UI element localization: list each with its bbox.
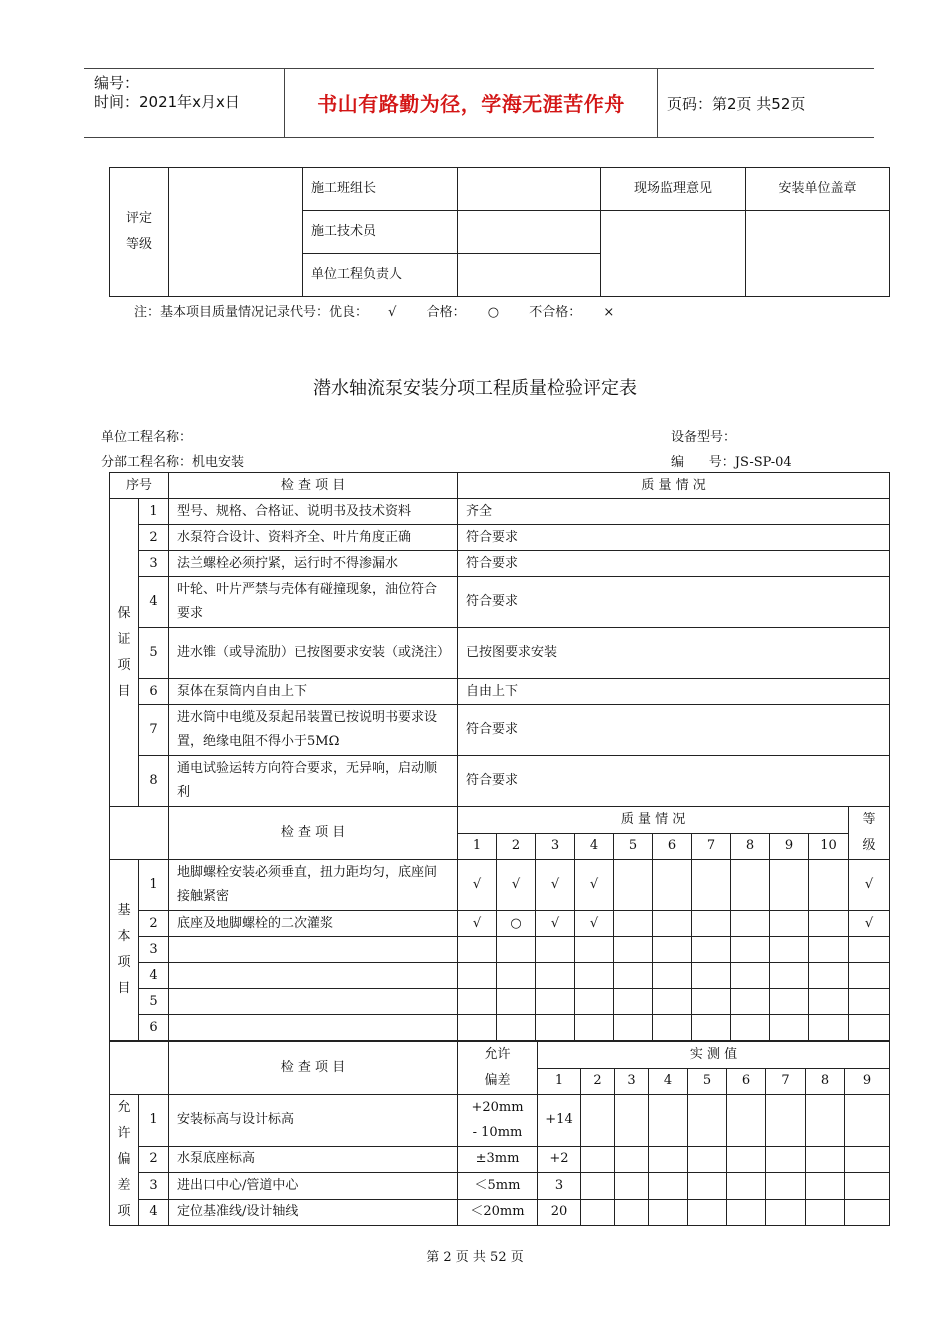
guarantee-item: 水泵符合设计、资料齐全、叶片角度正确 (169, 525, 458, 551)
basic-mark (536, 1015, 575, 1041)
form-title: 潜水轴流泵安装分项工程质量检验评定表 (313, 378, 637, 399)
deviation-no: 4 (139, 1199, 169, 1225)
page-label: 页码：第2页 共52页 (667, 95, 806, 113)
basic-mark (536, 963, 575, 989)
basic-mark: √ (458, 911, 497, 937)
deviation-value (845, 1146, 890, 1172)
basic-mark (536, 989, 575, 1015)
basic-mark: √ (575, 860, 614, 911)
basic-mark (653, 1015, 692, 1041)
deviation-value (649, 1095, 688, 1147)
basic-no: 4 (139, 963, 169, 989)
basic-col: 5 (614, 833, 653, 860)
guarantee-no: 7 (139, 705, 169, 756)
deviation-value (766, 1173, 806, 1199)
basic-mark (692, 937, 731, 963)
basic-mark (692, 989, 731, 1015)
measured-col: 2 (581, 1068, 615, 1095)
measured-col: 9 (845, 1068, 890, 1095)
time-label: 时间：2021年x月x日 (94, 93, 240, 111)
basic-mark: ○ (497, 911, 536, 937)
deviation-item: 进出口中心/管道中心 (169, 1173, 458, 1199)
deviation-item: 水泵底座标高 (169, 1146, 458, 1172)
rating-label: 评定等级 (110, 168, 169, 297)
basic-mark (731, 911, 770, 937)
basic-mark (497, 963, 536, 989)
deviation-value (766, 1146, 806, 1172)
deviation-value (615, 1173, 649, 1199)
deviation-value (806, 1095, 845, 1147)
basic-mark (458, 1015, 497, 1041)
guarantee-no: 8 (139, 756, 169, 807)
deviation-item-header: 检 查 项 目 (169, 1042, 458, 1095)
deviation-header-blank (110, 1042, 169, 1095)
basic-col: 1 (458, 833, 497, 860)
basic-mark (809, 1015, 849, 1041)
deviation-value (688, 1146, 727, 1172)
deviation-value (727, 1173, 766, 1199)
basic-no: 5 (139, 989, 169, 1015)
page-footer: 第 2 页 共 52 页 (426, 1250, 524, 1265)
basic-item (169, 1015, 458, 1041)
basic-col: 7 (692, 833, 731, 860)
basic-mark (770, 1015, 809, 1041)
basic-mark (575, 937, 614, 963)
guarantee-item: 泵体在泵筒内自由上下 (169, 679, 458, 705)
basic-col: 9 (770, 833, 809, 860)
guarantee-no: 1 (139, 499, 169, 525)
sub-project-label: 分部工程名称：机电安装 (101, 455, 245, 470)
basic-mark (614, 1015, 653, 1041)
pass-label: 合格： (426, 305, 466, 320)
basic-mark: √ (536, 860, 575, 911)
deviation-value: 3 (538, 1173, 581, 1199)
basic-no: 2 (139, 911, 169, 937)
basic-mark (458, 937, 497, 963)
page-header (84, 68, 874, 138)
guarantee-item: 型号、规格、合格证、说明书及技术资料 (169, 499, 458, 525)
deviation-value (615, 1146, 649, 1172)
basic-header-blank (110, 807, 169, 860)
rating-value (169, 168, 303, 297)
deviation-table (109, 1041, 890, 1226)
measured-col: 7 (766, 1068, 806, 1095)
guarantee-status: 符合要求 (458, 756, 890, 807)
basic-mark (497, 937, 536, 963)
basic-mark (614, 860, 653, 911)
basic-grade (849, 937, 890, 963)
number-label: 编号： (94, 74, 140, 92)
role-technician-sign (458, 211, 601, 254)
basic-no: 3 (139, 937, 169, 963)
deviation-label: 允许偏差项 (110, 1095, 139, 1226)
basic-mark (653, 989, 692, 1015)
basic-item: 地脚螺栓安装必须垂直，扭力距均匀，底座间接触紧密 (169, 860, 458, 911)
inspection-table (109, 472, 890, 1041)
deviation-value (649, 1146, 688, 1172)
deviation-value (688, 1173, 727, 1199)
basic-mark (692, 1015, 731, 1041)
rating-table (109, 167, 890, 297)
role-team-leader-sign (458, 168, 601, 211)
measured-col: 6 (727, 1068, 766, 1095)
guarantee-status: 自由上下 (458, 679, 890, 705)
deviation-value (688, 1199, 727, 1225)
deviation-value: +2 (538, 1146, 581, 1172)
basic-mark (575, 989, 614, 1015)
basic-col: 10 (809, 833, 849, 860)
deviation-allow: ±3mm (458, 1146, 538, 1172)
guarantee-item: 进水锥（或导流肋）已按图要求安装（或浇注） (169, 628, 458, 679)
basic-item: 底座及地脚螺栓的二次灌浆 (169, 911, 458, 937)
deviation-value: +14 (538, 1095, 581, 1147)
equipment-model-label: 设备型号： (671, 430, 737, 445)
deviation-value (766, 1199, 806, 1225)
role-team-leader: 施工班组长 (303, 168, 458, 211)
basic-mark (653, 963, 692, 989)
basic-mark (536, 937, 575, 963)
legend-note (134, 301, 614, 320)
basic-mark (809, 989, 849, 1015)
basic-mark (653, 911, 692, 937)
guarantee-item: 通电试验运转方向符合要求，无异响，启动顺利 (169, 756, 458, 807)
header-info (84, 69, 285, 137)
deviation-value (727, 1199, 766, 1225)
deviation-value (581, 1173, 615, 1199)
guarantee-status: 符合要求 (458, 525, 890, 551)
deviation-item: 定位基准线/设计轴线 (169, 1199, 458, 1225)
role-project-lead-sign (458, 254, 601, 297)
basic-mark (770, 937, 809, 963)
basic-mark (458, 963, 497, 989)
basic-grade (849, 1015, 890, 1041)
basic-mark: √ (497, 860, 536, 911)
guarantee-no: 5 (139, 628, 169, 679)
basic-col: 3 (536, 833, 575, 860)
deviation-value (806, 1146, 845, 1172)
basic-item (169, 963, 458, 989)
role-project-lead: 单位工程负责人 (303, 254, 458, 297)
deviation-value (688, 1095, 727, 1147)
basic-mark (497, 989, 536, 1015)
good-mark: √ (388, 305, 397, 320)
guarantee-item: 法兰螺栓必须拧紧，运行时不得渗漏水 (169, 551, 458, 577)
quality-header: 质 量 情 况 (458, 473, 890, 499)
measured-col: 8 (806, 1068, 845, 1095)
basic-mark (731, 963, 770, 989)
item-header: 检 查 项 目 (169, 473, 458, 499)
basic-col: 4 (575, 833, 614, 860)
fail-mark: × (603, 305, 615, 320)
guarantee-no: 6 (139, 679, 169, 705)
deviation-value (649, 1173, 688, 1199)
guarantee-status: 符合要求 (458, 577, 890, 628)
deviation-value (845, 1095, 890, 1147)
guarantee-item: 进水筒中电缆及泵起吊装置已按说明书要求设置，绝缘电阻不得小于5MΩ (169, 705, 458, 756)
measured-col: 3 (615, 1068, 649, 1095)
guarantee-no: 4 (139, 577, 169, 628)
basic-grade: √ (849, 860, 890, 911)
deviation-value (727, 1095, 766, 1147)
guarantee-label: 保证项目 (110, 499, 139, 807)
deviation-value (845, 1199, 890, 1225)
basic-mark: √ (575, 911, 614, 937)
basic-mark (731, 937, 770, 963)
basic-mark (809, 963, 849, 989)
basic-col: 2 (497, 833, 536, 860)
deviation-allow: ＜5mm (458, 1173, 538, 1199)
basic-item-header: 检 查 项 目 (169, 807, 458, 860)
stamp-header: 安装单位盖章 (746, 168, 890, 211)
deviation-value (615, 1199, 649, 1225)
deviation-value (766, 1095, 806, 1147)
guarantee-status: 齐全 (458, 499, 890, 525)
deviation-value: 20 (538, 1199, 581, 1225)
motto: 书山有路勤为径，学海无涯苦作舟 (285, 69, 658, 137)
fail-label: 不合格： (529, 305, 582, 320)
guarantee-no: 2 (139, 525, 169, 551)
guarantee-status: 已按图要求安装 (458, 628, 890, 679)
basic-grade: √ (849, 911, 890, 937)
deviation-allow: ＜20mm (458, 1199, 538, 1225)
basic-mark (614, 989, 653, 1015)
deviation-allow: +20mm - 10mm (458, 1095, 538, 1147)
basic-mark (575, 963, 614, 989)
guarantee-item: 叶轮、叶片严禁与壳体有碰撞现象，油位符合要求 (169, 577, 458, 628)
form-code: 编 号：JS-SP-04 (671, 455, 792, 470)
deviation-no: 2 (139, 1146, 169, 1172)
basic-mark (653, 937, 692, 963)
deviation-value (806, 1173, 845, 1199)
role-technician: 施工技术员 (303, 211, 458, 254)
basic-mark (770, 963, 809, 989)
basic-grade (849, 963, 890, 989)
basic-no: 1 (139, 860, 169, 911)
deviation-no: 1 (139, 1095, 169, 1147)
basic-mark (614, 911, 653, 937)
deviation-value (727, 1146, 766, 1172)
stamp-value (746, 211, 890, 297)
seq-header: 序号 (110, 473, 169, 499)
basic-no: 6 (139, 1015, 169, 1041)
basic-mark (614, 963, 653, 989)
basic-grade (849, 989, 890, 1015)
supervision-header: 现场监理意见 (601, 168, 746, 211)
basic-item (169, 937, 458, 963)
supervision-value (601, 211, 746, 297)
basic-mark (731, 1015, 770, 1041)
allow-header: 允许偏差 (458, 1042, 538, 1095)
measured-col: 5 (688, 1068, 727, 1095)
basic-quality-header: 质 量 情 况 (458, 807, 849, 834)
pass-mark: ○ (487, 305, 500, 320)
note-text: 注：基本项目质量情况记录代号：优良： (134, 305, 369, 320)
basic-mark (614, 937, 653, 963)
basic-col: 6 (653, 833, 692, 860)
basic-item (169, 989, 458, 1015)
basic-mark (497, 1015, 536, 1041)
basic-grade-header: 等级 (849, 807, 890, 860)
basic-mark: √ (458, 860, 497, 911)
basic-mark (809, 937, 849, 963)
basic-mark (575, 1015, 614, 1041)
measured-col: 4 (649, 1068, 688, 1095)
basic-mark (731, 860, 770, 911)
deviation-no: 3 (139, 1173, 169, 1199)
basic-mark (458, 989, 497, 1015)
measured-col: 1 (538, 1068, 581, 1095)
basic-mark (809, 860, 849, 911)
basic-mark (653, 860, 692, 911)
basic-mark (692, 963, 731, 989)
deviation-value (615, 1095, 649, 1147)
deviation-value (581, 1095, 615, 1147)
deviation-value (845, 1173, 890, 1199)
basic-mark (770, 860, 809, 911)
deviation-value (649, 1199, 688, 1225)
deviation-value (581, 1199, 615, 1225)
deviation-value (581, 1146, 615, 1172)
basic-mark (809, 911, 849, 937)
unit-name-label: 单位工程名称： (101, 430, 193, 445)
deviation-item: 安装标高与设计标高 (169, 1095, 458, 1147)
basic-mark (731, 989, 770, 1015)
basic-mark (692, 911, 731, 937)
deviation-value (806, 1199, 845, 1225)
guarantee-no: 3 (139, 551, 169, 577)
basic-mark (770, 911, 809, 937)
basic-col: 8 (731, 833, 770, 860)
guarantee-status: 符合要求 (458, 551, 890, 577)
guarantee-status: 符合要求 (458, 705, 890, 756)
basic-mark: √ (536, 911, 575, 937)
basic-mark (692, 860, 731, 911)
basic-label: 基本项目 (110, 860, 139, 1041)
basic-mark (770, 989, 809, 1015)
measured-header: 实 测 值 (538, 1042, 890, 1069)
